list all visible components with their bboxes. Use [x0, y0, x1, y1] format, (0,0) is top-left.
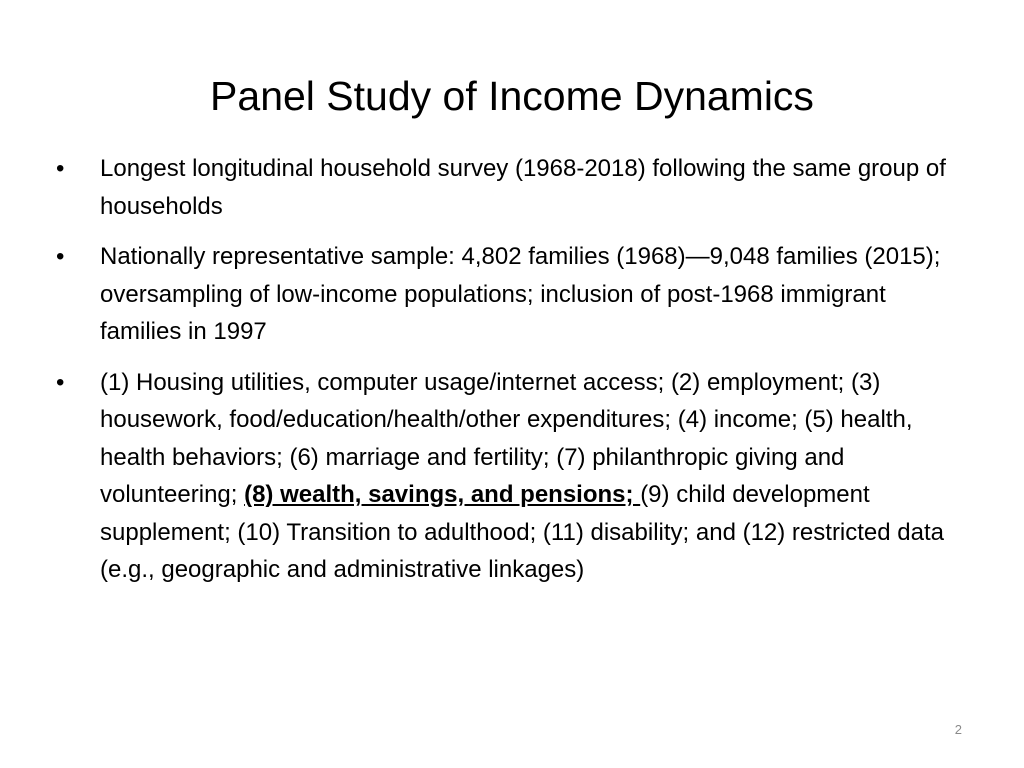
bullet-icon: • — [56, 368, 65, 396]
bullet-text-part: (1) Housing utilities, computer usage/internet access; (2) employment; (3) housework, food/education/health/other expenditures; (4) income; (5) health, health behaviors; (6) marriage and fertility; (7) philanthropic giving and volunteering; — [100, 368, 913, 508]
bullet-text: Nationally representative sample: 4,802 families (1968)—9,048 families (2015); oversampling of low-income populations; inclusion of post-1968 immigrant families in 1997 — [100, 243, 941, 345]
bullet-emphasis-text: (8) wealth, savings, and pensions; — [244, 481, 641, 508]
page-number: 2 — [954, 722, 962, 737]
bullet-icon: • — [56, 155, 65, 182]
slide-title: Panel Study of Income Dynamics — [210, 73, 814, 119]
bullet-item — [56, 150, 966, 225]
bullet-item — [56, 364, 966, 589]
bullet-list — [56, 150, 966, 602]
bullet-item — [56, 238, 966, 351]
bullet-text-part: (9) child development supplement; (10) Transition to adulthood; (11) disability; and (12) restricted data (e.g., geographic and administrative linkages) — [100, 481, 945, 583]
bullet-icon: • — [56, 243, 65, 270]
bullet-text: Longest longitudinal household survey (1968-2018) following the same group of households — [100, 155, 946, 220]
